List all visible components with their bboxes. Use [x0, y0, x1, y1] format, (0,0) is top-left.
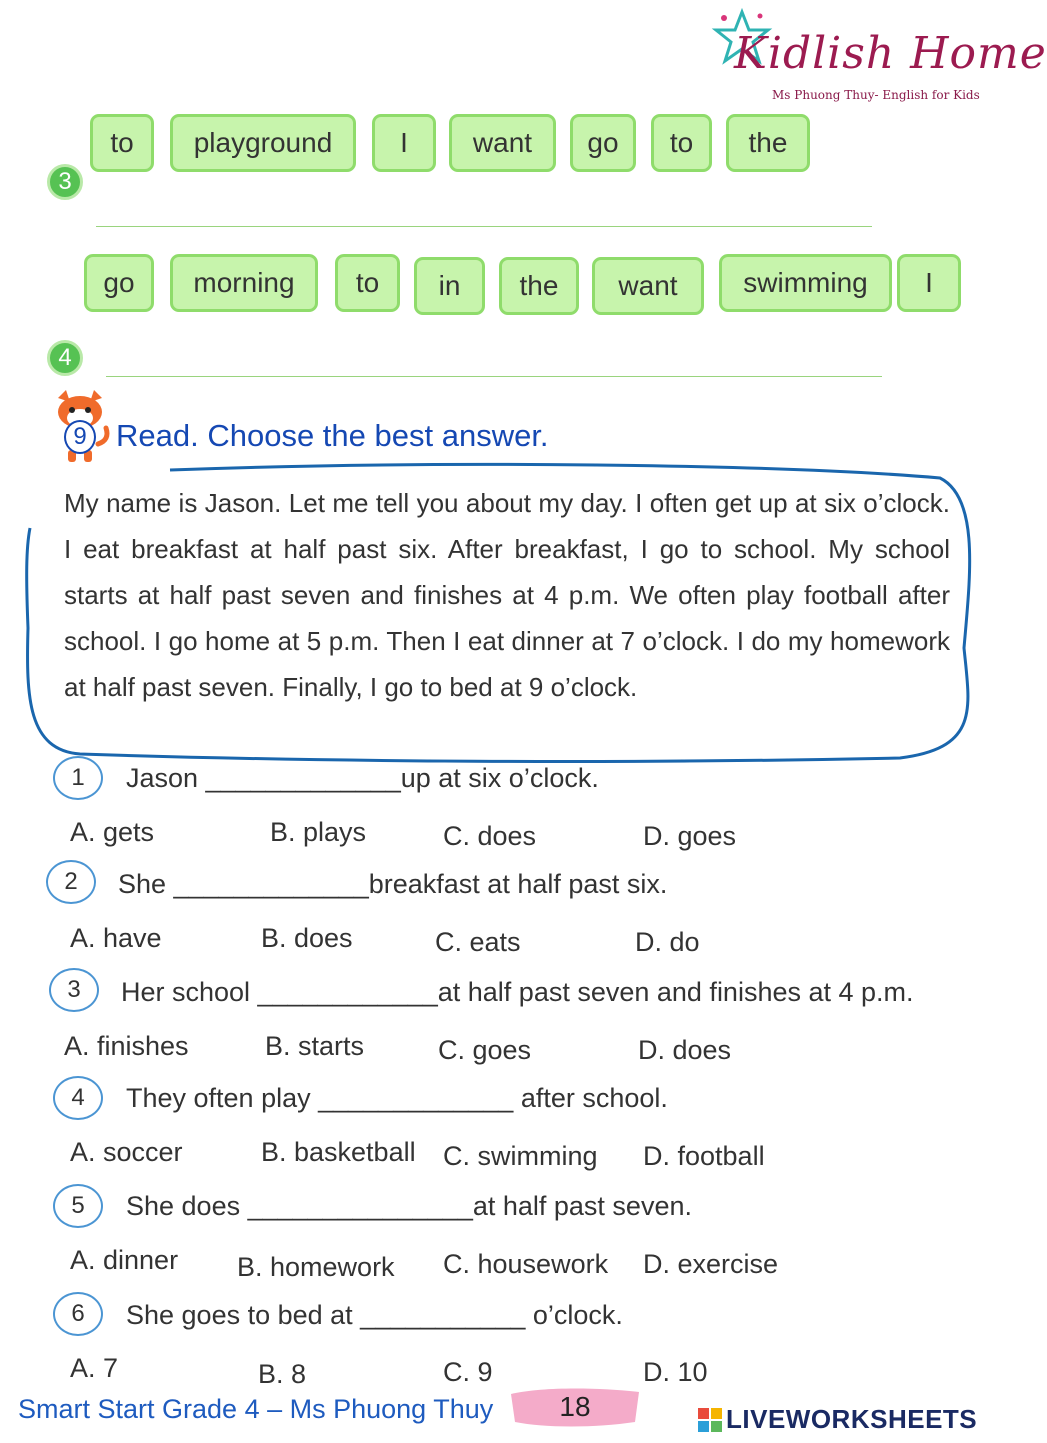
word-chip[interactable]: go [570, 114, 636, 172]
word-chip[interactable]: to [651, 114, 712, 172]
word-chip[interactable]: the [726, 114, 810, 172]
word-chip[interactable]: want [592, 257, 704, 315]
word-chip[interactable]: to [335, 254, 400, 312]
exercise-3-badge: 3 [47, 164, 83, 200]
word-chip[interactable]: I [897, 254, 961, 312]
question-number: 2 [46, 860, 96, 904]
option-a[interactable]: A. 7 [70, 1353, 119, 1383]
option-c[interactable]: C. goes [438, 1035, 532, 1065]
question-number: 1 [53, 756, 103, 800]
word-chip[interactable]: go [84, 254, 154, 312]
word-chip[interactable]: I [372, 114, 436, 172]
answer-line-4[interactable] [106, 376, 882, 377]
question-number: 3 [49, 968, 99, 1012]
option-d[interactable]: D. exercise [643, 1249, 779, 1279]
option-b[interactable]: B. starts [265, 1031, 365, 1061]
reading-passage: My name is Jason. Let me tell you about my day. I often get up at six o’clock. I eat breakfast at half past six. After breakfast, I go to school. My school starts at half past seven and finishes at 4 p.m. We often play football after school. I go home at 5 p.m. Then I eat dinner at 7 o’clock. I do my homework at half past seven. Finally, I go to bed at 9 o’clock. [64, 488, 950, 702]
exercise-4-badge: 4 [47, 340, 83, 376]
footer-course-title: Smart Start Grade 4 – Ms Phuong Thuy [18, 1394, 494, 1424]
option-c[interactable]: C. does [443, 821, 537, 851]
option-b[interactable]: B. basketball [261, 1137, 416, 1167]
answer-line-3[interactable] [96, 226, 872, 227]
option-d[interactable]: D. 10 [643, 1357, 708, 1387]
word-chip[interactable]: swimming [719, 254, 892, 312]
liveworksheets-brand[interactable]: LIVEWORKSHEETS [726, 1404, 978, 1434]
option-a[interactable]: A. have [70, 923, 162, 953]
option-a[interactable]: A. dinner [70, 1245, 179, 1275]
liveworksheets-logo-icon [698, 1408, 722, 1432]
section-9-badge: 9 [64, 420, 96, 454]
word-chip[interactable]: the [499, 257, 579, 315]
option-c[interactable]: C. swimming [443, 1141, 598, 1171]
word-chip[interactable]: morning [170, 254, 318, 312]
logo [712, 8, 1047, 108]
question-number: 4 [53, 1076, 103, 1120]
option-c[interactable]: C. 9 [443, 1357, 493, 1387]
question-text: She goes to bed at ___________ o’clock. [126, 1300, 623, 1330]
word-chip[interactable]: to [90, 114, 154, 172]
option-b[interactable]: B. plays [270, 817, 367, 847]
question-text: She _____________breakfast at half past six. [118, 869, 668, 899]
word-chip[interactable]: in [414, 257, 485, 315]
option-d[interactable]: D. do [635, 927, 700, 957]
option-c[interactable]: C. housework [443, 1249, 609, 1279]
option-a[interactable]: A. finishes [64, 1031, 189, 1061]
option-d[interactable]: D. goes [643, 821, 737, 851]
question-number: 5 [53, 1184, 103, 1228]
question-text: Her school ____________at half past seven and finishes at 4 p.m. [121, 977, 914, 1007]
question-text: She does _______________at half past seven. [126, 1191, 692, 1221]
logo-subtitle: Ms Phuong Thuy- English for Kids [772, 88, 980, 102]
option-b[interactable]: B. does [261, 923, 353, 953]
section-title: Read. Choose the best answer. [116, 418, 549, 453]
question-text: They often play _____________ after school. [126, 1083, 668, 1113]
option-b[interactable]: B. homework [237, 1252, 395, 1282]
option-c[interactable]: C. eats [435, 927, 521, 957]
option-b[interactable]: B. 8 [258, 1359, 307, 1389]
page-number: 18 [559, 1391, 591, 1422]
option-a[interactable]: A. soccer [70, 1137, 183, 1167]
word-chip[interactable]: want [449, 114, 556, 172]
option-a[interactable]: A. gets [70, 817, 155, 847]
question-text: Jason _____________up at six o’clock. [126, 763, 599, 793]
word-chip[interactable]: playground [170, 114, 356, 172]
question-number: 6 [53, 1292, 103, 1336]
option-d[interactable]: D. does [638, 1035, 732, 1065]
logo-title: Kidlish Home [734, 28, 1047, 79]
option-d[interactable]: D. football [643, 1141, 765, 1171]
